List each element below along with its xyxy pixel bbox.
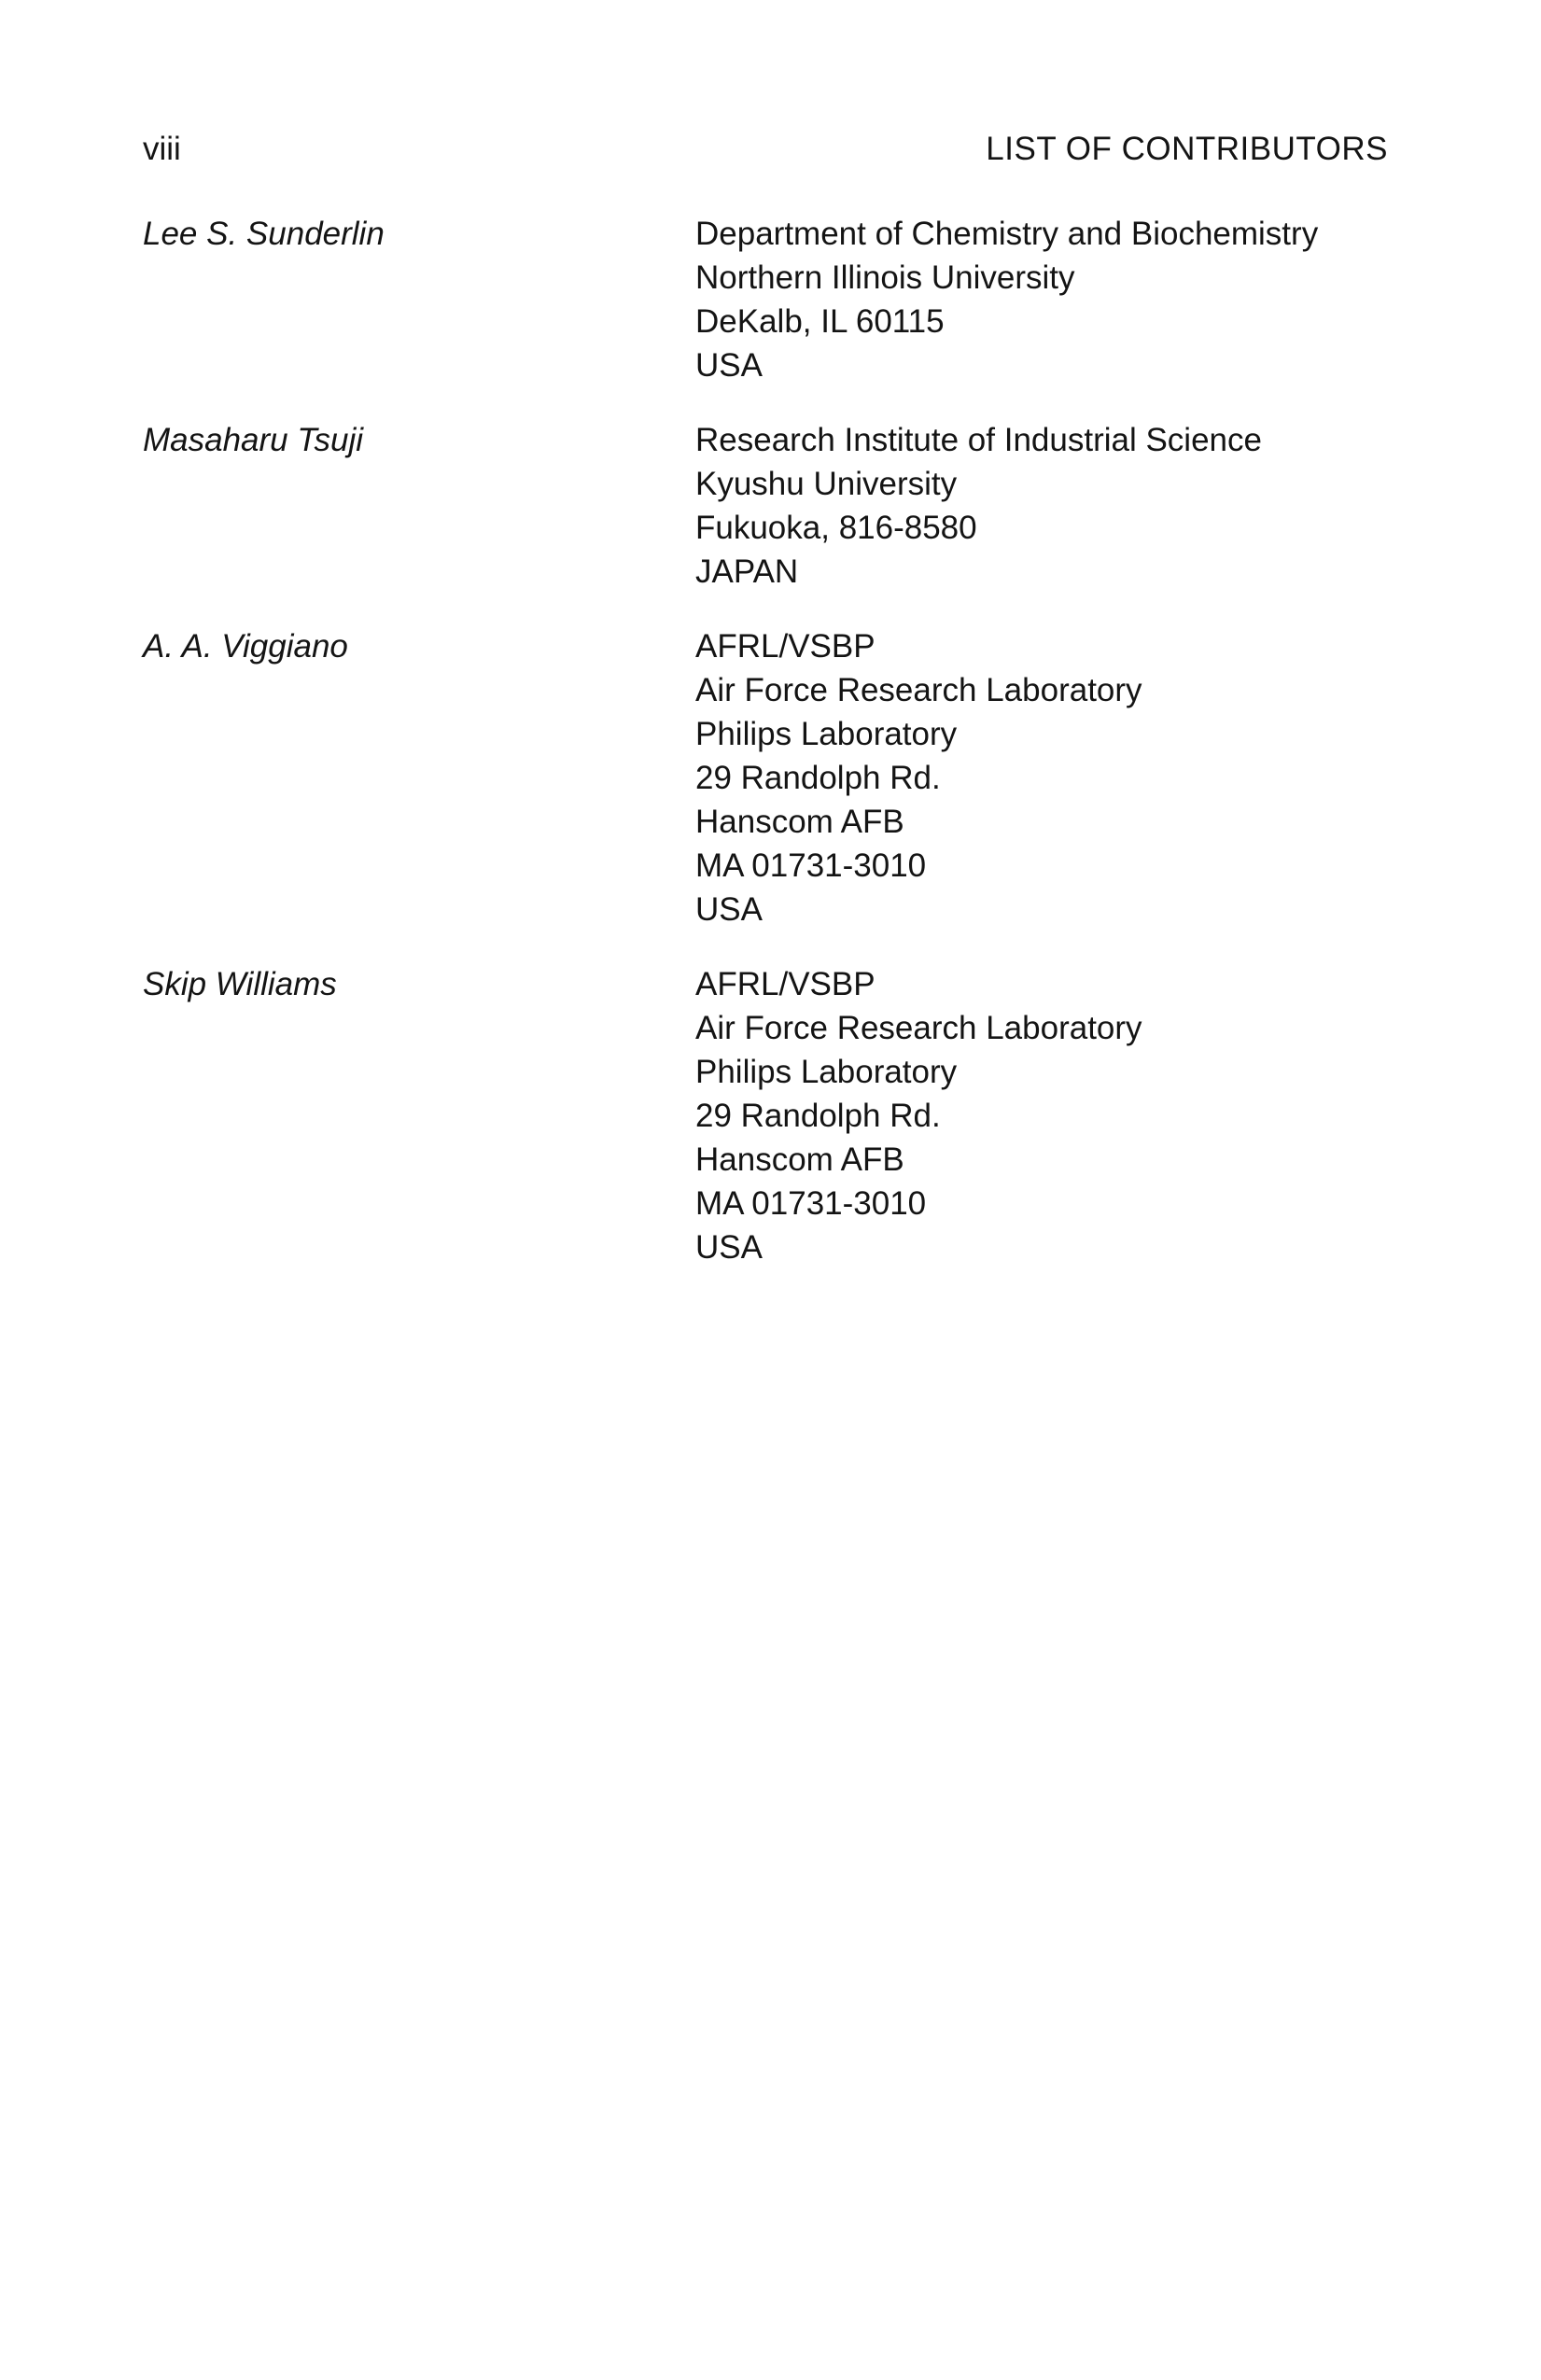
contributor-name: Lee S. Sunderlin bbox=[143, 216, 385, 252]
affiliation-line: USA bbox=[695, 891, 763, 928]
affiliation-line: DeKalb, IL 60115 bbox=[695, 303, 945, 340]
contributor-name: A. A. Viggiano bbox=[143, 628, 348, 665]
contributor-affiliation bbox=[695, 962, 1388, 1269]
affiliation-line: 29 Randolph Rd. bbox=[695, 1098, 941, 1134]
affiliation-line: USA bbox=[695, 1229, 763, 1266]
affiliation-line: MA 01731-3010 bbox=[695, 1185, 927, 1222]
affiliation-line: MA 01731-3010 bbox=[695, 847, 927, 884]
affiliation-line: Air Force Research Laboratory bbox=[695, 1010, 1142, 1046]
running-head: LIST OF CONTRIBUTORS bbox=[986, 131, 1388, 167]
affiliation-line: Air Force Research Laboratory bbox=[695, 672, 1142, 708]
affiliation-line: Philips Laboratory bbox=[695, 716, 958, 752]
contributor-name: Masaharu Tsuji bbox=[143, 422, 364, 458]
page-number: viii bbox=[143, 131, 181, 167]
affiliation-line: Hanscom AFB bbox=[695, 1141, 904, 1178]
contributor-entry bbox=[143, 962, 1388, 1269]
contributor-name: Skip Williams bbox=[143, 966, 337, 1002]
affiliation-line: Hanscom AFB bbox=[695, 804, 904, 840]
contributor-list bbox=[143, 212, 1388, 1300]
affiliation-line: Fukuoka, 816-8580 bbox=[695, 510, 977, 546]
affiliation-line: Department of Chemistry and Biochemistry bbox=[695, 216, 1319, 252]
affiliation-line: Kyushu University bbox=[695, 466, 958, 502]
affiliation-line: JAPAN bbox=[695, 553, 799, 590]
affiliation-line: 29 Randolph Rd. bbox=[695, 760, 941, 796]
contributor-entry bbox=[143, 212, 1388, 387]
affiliation-line: Northern Illinois University bbox=[695, 259, 1075, 296]
affiliation-line: USA bbox=[695, 347, 763, 384]
contributor-affiliation bbox=[695, 624, 1388, 931]
affiliation-line: Philips Laboratory bbox=[695, 1054, 958, 1090]
page-header bbox=[143, 126, 1388, 173]
affiliation-line: Research Institute of Industrial Science bbox=[695, 422, 1262, 458]
affiliation-line: AFRL/VSBP bbox=[695, 966, 876, 1002]
affiliation-line: AFRL/VSBP bbox=[695, 628, 876, 665]
contributor-affiliation bbox=[695, 418, 1388, 594]
contributor-entry bbox=[143, 418, 1388, 594]
contributor-entry bbox=[143, 624, 1388, 931]
contributor-affiliation bbox=[695, 212, 1388, 387]
